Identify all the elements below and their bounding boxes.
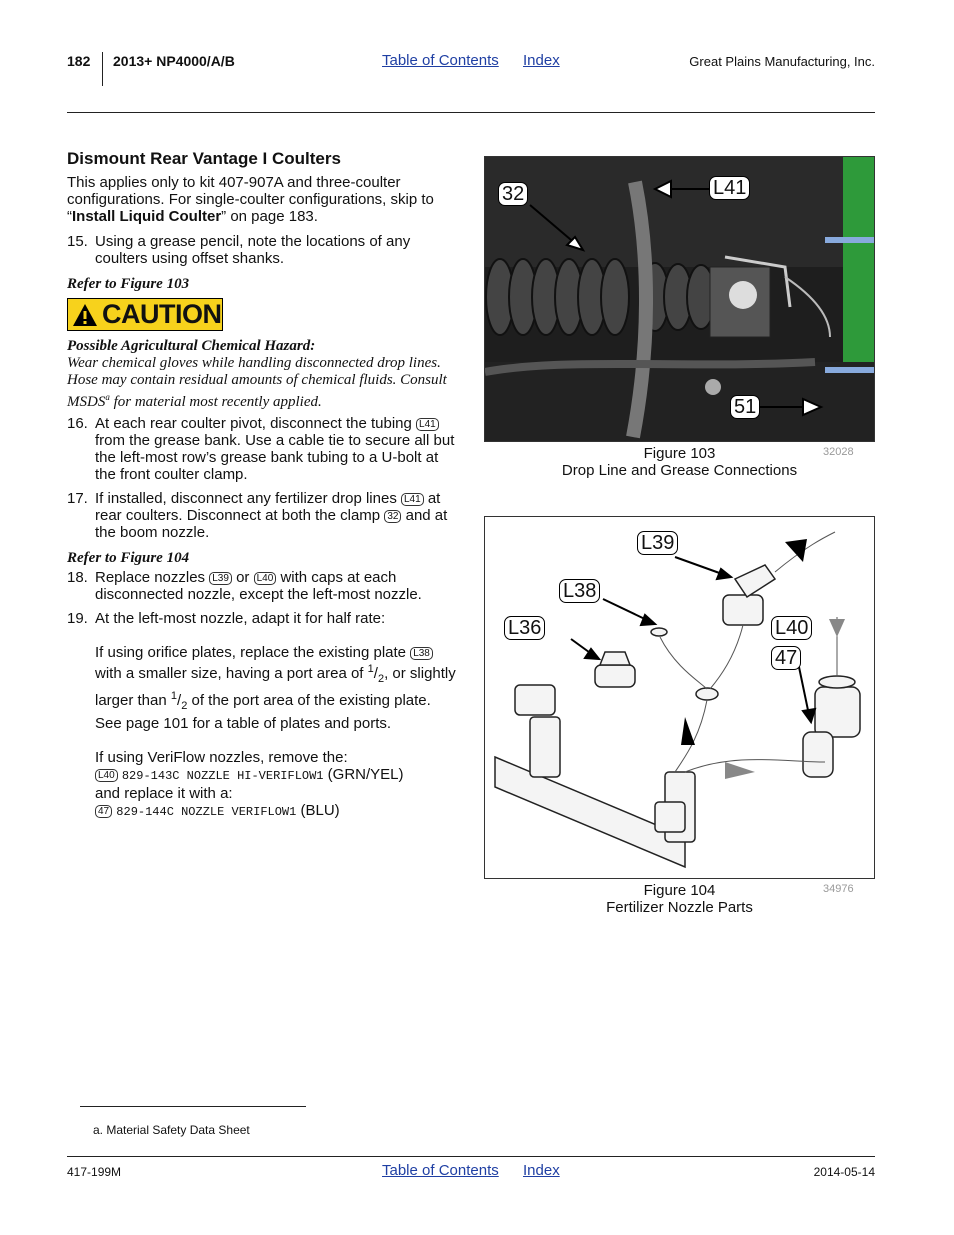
caution-label: CAUTION [67,298,223,331]
tag-32: 32 [384,510,401,523]
step-15: 15. Using a grease pencil, note the locations of any coulters using offset shanks. [67,233,411,267]
callout-l39: L39 [637,531,678,555]
step-17: 17. If installed, disconnect any fertilizer drop lines L41 at rear coulters. Disconnect at both the clamp 32 and at the boom nozzle. [67,490,448,541]
section-body [67,150,459,267]
doc-title: 2013+ NP4000/A/B [113,53,235,69]
callout-l41: L41 [709,176,750,200]
toc-link[interactable]: Table of Contents [382,52,499,69]
callout-51: 51 [730,395,760,419]
steps-18-19 [67,569,459,821]
intro-paragraph: This applies only to kit 407-907A and three-coulter configurations. For single-coulter configurations, skip to “Install Liquid Coulter” on page 183. [67,174,434,225]
section-title: Dismount Rear Vantage I Coulters [67,149,341,168]
header-divider [102,52,103,86]
company-name: Great Plains Manufacturing, Inc. [689,54,875,69]
step-16: 16. At each rear coulter pivot, disconnect the tubing L41 from the grease bank. Use a cable tie to secure all but the left-most row’s grease bank tubing to a U-bolt at the front coulter clamp. [67,415,455,483]
index-link[interactable]: Index [523,52,560,69]
warning-icon [72,303,98,327]
ref-figure-103: Refer to Figure 103 [67,276,190,292]
ref-figure-104: Refer to Figure 104 [67,550,190,566]
figure-103-caption: Figure 103 Drop Line and Grease Connections [561,445,798,479]
tag-l41: L41 [401,493,424,506]
figure-104-caption: Figure 104 Fertilizer Nozzle Parts [606,882,753,916]
tag-l40: L40 [95,769,118,782]
tag-l40: L40 [254,572,277,585]
steps-16-17 [67,415,459,541]
veriflow-instructions: If using VeriFlow nozzles, remove the: L40 829-143C NOZZLE HI-VERIFLOW1 (GRN/YEL) and replace it with a: 47 829-144C NOZZLE VERIFLOW1 (BLU) [95,749,404,819]
footer-date: 2014-05-14 [813,1165,875,1179]
figure-103-photo [484,156,875,442]
figure-104-id: 34976 [823,883,854,895]
page-number: 182 [67,53,91,69]
footnote: a. Material Safety Data Sheet [93,1123,250,1137]
callout-l40: L40 [771,616,812,640]
doc-number: 417-199M [67,1165,122,1179]
callout-47: 47 [771,646,801,670]
tag-47: 47 [95,805,112,818]
step-19: 19. At the left-most nozzle, adapt it for half rate: [67,610,386,627]
figure-103-id: 32028 [823,446,854,458]
nozzle-parts-illustration [485,517,875,879]
hazard-block [67,338,459,411]
figure-104-drawing [484,516,875,879]
header-rule [67,112,875,113]
step-18: 18. Replace nozzles L39 or L40 with caps at each disconnected nozzle, except the left-most nozzle. [67,569,422,603]
callout-32: 32 [498,182,528,206]
footer-rule [67,1156,875,1157]
grease-connection-illustration [485,157,875,442]
callout-l38: L38 [559,579,600,603]
tag-l38: L38 [410,647,433,660]
footer-index-link[interactable]: Index [523,1162,560,1179]
tag-l41: L41 [416,418,439,431]
callout-l36: L36 [504,616,545,640]
footer-toc-link[interactable]: Table of Contents [382,1162,499,1179]
hazard-title: Possible Agricultural Chemical Hazard: [67,338,316,354]
hazard-text: Wear chemical gloves while handling disconnected drop lines. Hose may contain residual amounts of chemical fluids. Consult MSDS$^a$ for material most recently applied. [67,355,447,410]
footnote-rule [80,1106,306,1107]
orifice-instructions: If using orifice plates, replace the existing plate L38 with a smaller size, having a port area of $^1/_2$, or slightly larger than $^1/_2$ of the port area of the existing plate. See page 101 for a table of plates and ports. [95,644,456,732]
tag-l39: L39 [209,572,232,585]
